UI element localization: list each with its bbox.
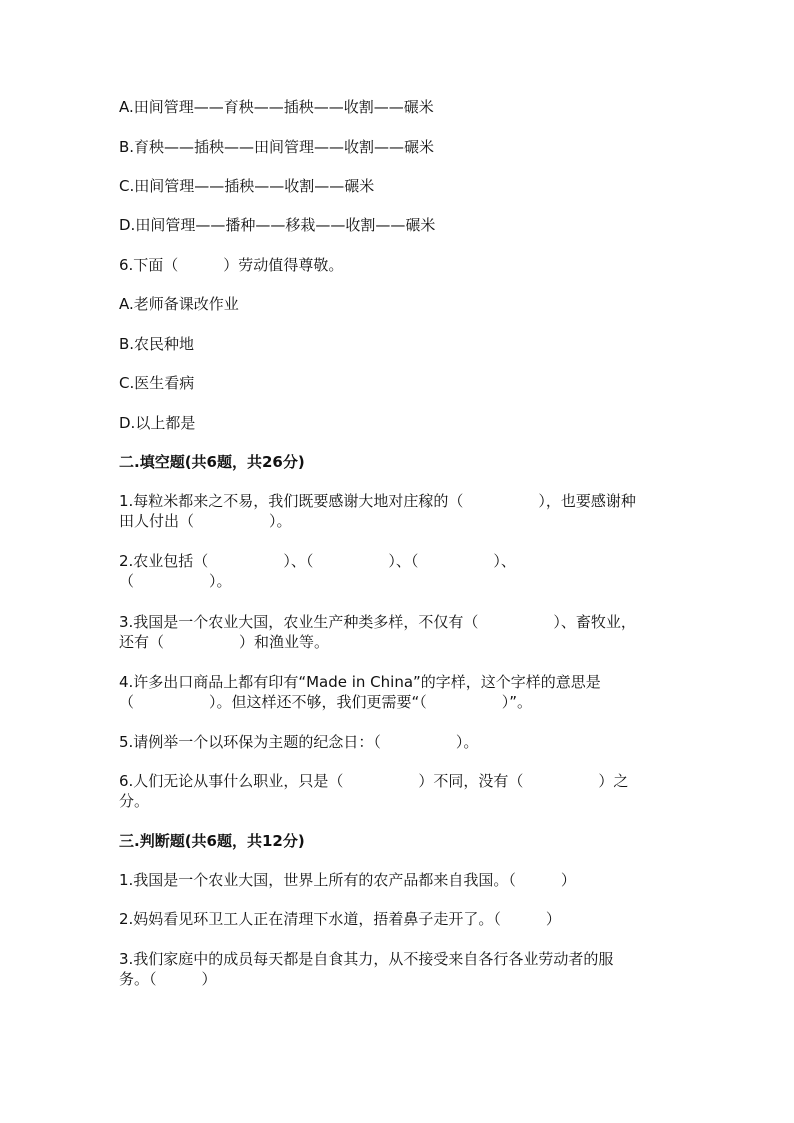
q6-option-c: C.医生看病	[119, 374, 195, 392]
fill-q4-line2: （ ）。但这样还不够，我们更需要“（ ）”。	[119, 693, 533, 711]
fill-q6-line2: 分。	[119, 792, 150, 810]
judge-q3-line2: 务。（ ）	[119, 970, 217, 988]
q6-option-d: D.以上都是	[119, 414, 196, 432]
judge-q1-line1: 1.我国是一个农业大国，世界上所有的农产品都来自我国。（ ）	[119, 871, 576, 889]
q5-option-d: D.田间管理——播种——移栽——收割——碾米	[119, 216, 436, 234]
fill-q4-line1: 4.许多出口商品上都有印有“Made in China”的字样，这个字样的意思是	[119, 673, 601, 691]
q6-stem: 6.下面（ ）劳动值得尊敬。	[119, 256, 344, 274]
q5-option-a: A.田间管理——育秧——插秧——收割——碾米	[119, 98, 434, 116]
section3-title: 三.判断题(共6题，共12分)	[119, 832, 305, 850]
fill-q2-line2: （ ）。	[119, 572, 232, 590]
fill-q1-line2: 田人付出（ ）。	[119, 512, 292, 530]
fill-q1-line1: 1.每粒米都来之不易，我们既要感谢大地对庄稼的（ ），也要感谢种	[119, 492, 636, 510]
fill-q2-line1: 2.农业包括（ ）、（ ）、（ ）、	[119, 552, 516, 570]
section2-title: 二.填空题(共6题，共26分)	[119, 453, 305, 471]
q5-option-b: B.育秧——插秧——田间管理——收割——碾米	[119, 138, 435, 156]
q6-option-b: B.农民种地	[119, 335, 195, 353]
fill-q3-line1: 3.我国是一个农业大国，农业生产种类多样，不仅有（ ）、畜牧业，	[119, 613, 636, 631]
judge-q3-line1: 3.我们家庭中的成员每天都是自食其力，从不接受来自各行各业劳动者的服	[119, 950, 614, 968]
fill-q5-line1: 5.请例举一个以环保为主题的纪念日：（ ）。	[119, 733, 479, 751]
q5-option-c: C.田间管理——插秧——收割——碾米	[119, 177, 375, 195]
fill-q3-line2: 还有（ ）和渔业等。	[119, 633, 330, 651]
judge-q2-line1: 2.妈妈看见环卫工人正在清理下水道，捂着鼻子走开了。（ ）	[119, 910, 561, 928]
q6-option-a: A.老师备课改作业	[119, 295, 239, 313]
fill-q6-line1: 6.人们无论从事什么职业，只是（ ）不同，没有（ ）之	[119, 772, 629, 790]
